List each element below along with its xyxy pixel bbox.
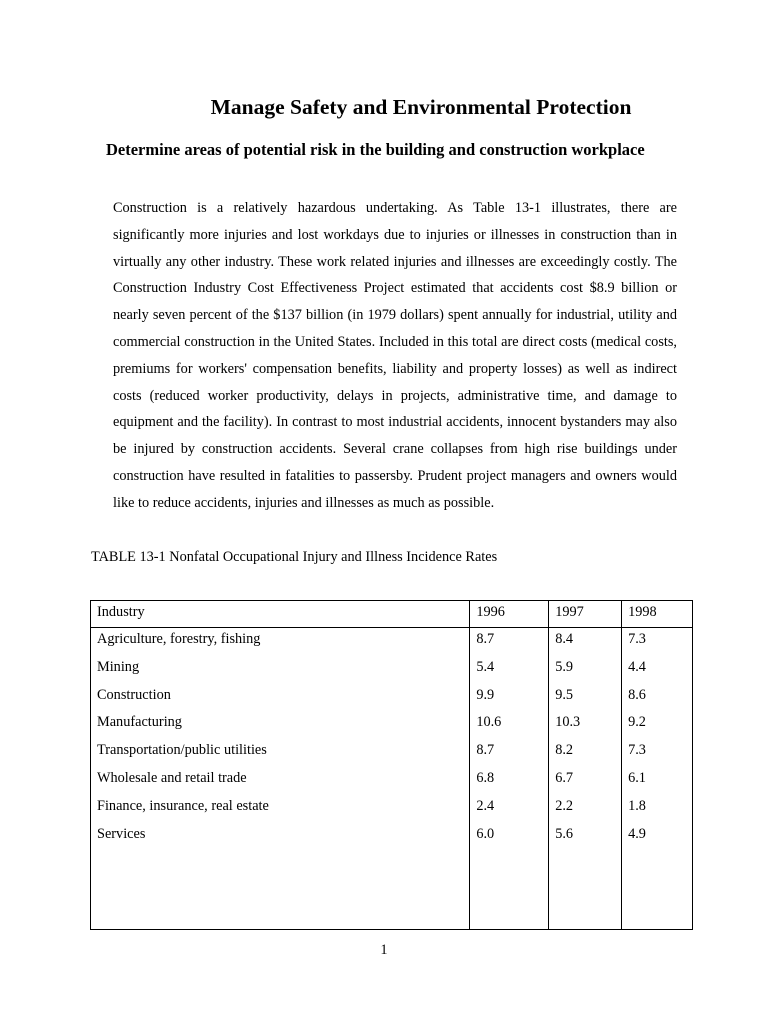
value-cell: 5.6 bbox=[549, 823, 622, 851]
industry-cell: Transportation/public utilities bbox=[91, 739, 470, 767]
table-caption: TABLE 13-1 Nonfatal Occupational Injury and Illness Incidence Rates bbox=[91, 549, 498, 565]
header-1996: 1996 bbox=[470, 601, 549, 628]
section-heading: Determine areas of potential risk in the building and construction workplace bbox=[106, 140, 645, 159]
value-cell: 6.0 bbox=[470, 823, 549, 851]
table-row bbox=[91, 684, 693, 712]
value-cell: 7.3 bbox=[622, 628, 693, 656]
industry-cell: Agriculture, forestry, fishing bbox=[91, 628, 470, 656]
value-cell: 8.7 bbox=[470, 628, 549, 656]
industry-cell: Manufacturing bbox=[91, 711, 470, 739]
value-cell: 6.8 bbox=[470, 767, 549, 795]
industry-cell: Wholesale and retail trade bbox=[91, 767, 470, 795]
table-row bbox=[91, 711, 693, 739]
value-cell: 9.9 bbox=[470, 684, 549, 712]
table-row bbox=[91, 739, 693, 767]
table-row bbox=[91, 628, 693, 656]
value-cell: 8.6 bbox=[622, 684, 693, 712]
header-1998: 1998 bbox=[622, 601, 693, 628]
header-industry: Industry bbox=[91, 601, 470, 628]
value-cell: 5.4 bbox=[470, 656, 549, 684]
value-cell: 8.4 bbox=[549, 628, 622, 656]
empty-cell bbox=[549, 850, 622, 930]
value-cell: 6.7 bbox=[549, 767, 622, 795]
value-cell: 8.7 bbox=[470, 739, 549, 767]
value-cell: 9.5 bbox=[549, 684, 622, 712]
value-cell: 1.8 bbox=[622, 795, 693, 823]
empty-cell bbox=[622, 850, 693, 930]
table-row bbox=[91, 823, 693, 851]
value-cell: 5.9 bbox=[549, 656, 622, 684]
empty-cell bbox=[91, 850, 470, 930]
value-cell: 2.4 bbox=[470, 795, 549, 823]
page-number: 1 bbox=[380, 942, 388, 958]
body-paragraph: Construction is a relatively hazardous undertaking. As Table 13-1 illustrates, there are significantly more injuries and lost workdays due to injuries or illnesses in construction than in virtually any other industry. These work related injuries and illnesses are exceedingly costly. The Construction Industry Cost Effectiveness Project estimated that accidents cost $8.9 billion or nearly seven percent of the $137 billion (in 1979 dollars) spent annually for industrial, utility and commercial construction in the United States. Included in this total are direct costs (medical costs, premiums for workers' compensation benefits, liability and property losses) as well as indirect costs (reduced worker productivity, delays in projects, administrative time, and damage to equipment and the facility). In contrast to most industrial accidents, innocent bystanders may also be injured by construction accidents. Several crane collapses from high rise buildings under construction have resulted in fatalities to passersby. Prudent project managers and owners would like to reduce accidents, injuries and illnesses as much as possible. bbox=[113, 200, 677, 511]
header-1997: 1997 bbox=[549, 601, 622, 628]
value-cell: 2.2 bbox=[549, 795, 622, 823]
value-cell: 6.1 bbox=[622, 767, 693, 795]
value-cell: 9.2 bbox=[622, 711, 693, 739]
table-empty-row bbox=[91, 850, 693, 930]
industry-cell: Services bbox=[91, 823, 470, 851]
value-cell: 7.3 bbox=[622, 739, 693, 767]
table-row bbox=[91, 767, 693, 795]
table-row bbox=[91, 656, 693, 684]
industry-cell: Mining bbox=[91, 656, 470, 684]
value-cell: 4.9 bbox=[622, 823, 693, 851]
industry-cell: Construction bbox=[91, 684, 470, 712]
value-cell: 10.6 bbox=[470, 711, 549, 739]
page-title: Manage Safety and Environmental Protection bbox=[210, 95, 632, 119]
value-cell: 8.2 bbox=[549, 739, 622, 767]
table-header-row bbox=[91, 601, 693, 628]
empty-cell bbox=[470, 850, 549, 930]
table-row bbox=[91, 795, 693, 823]
value-cell: 10.3 bbox=[549, 711, 622, 739]
industry-cell: Finance, insurance, real estate bbox=[91, 795, 470, 823]
value-cell: 4.4 bbox=[622, 656, 693, 684]
injury-rates-table bbox=[90, 600, 693, 930]
